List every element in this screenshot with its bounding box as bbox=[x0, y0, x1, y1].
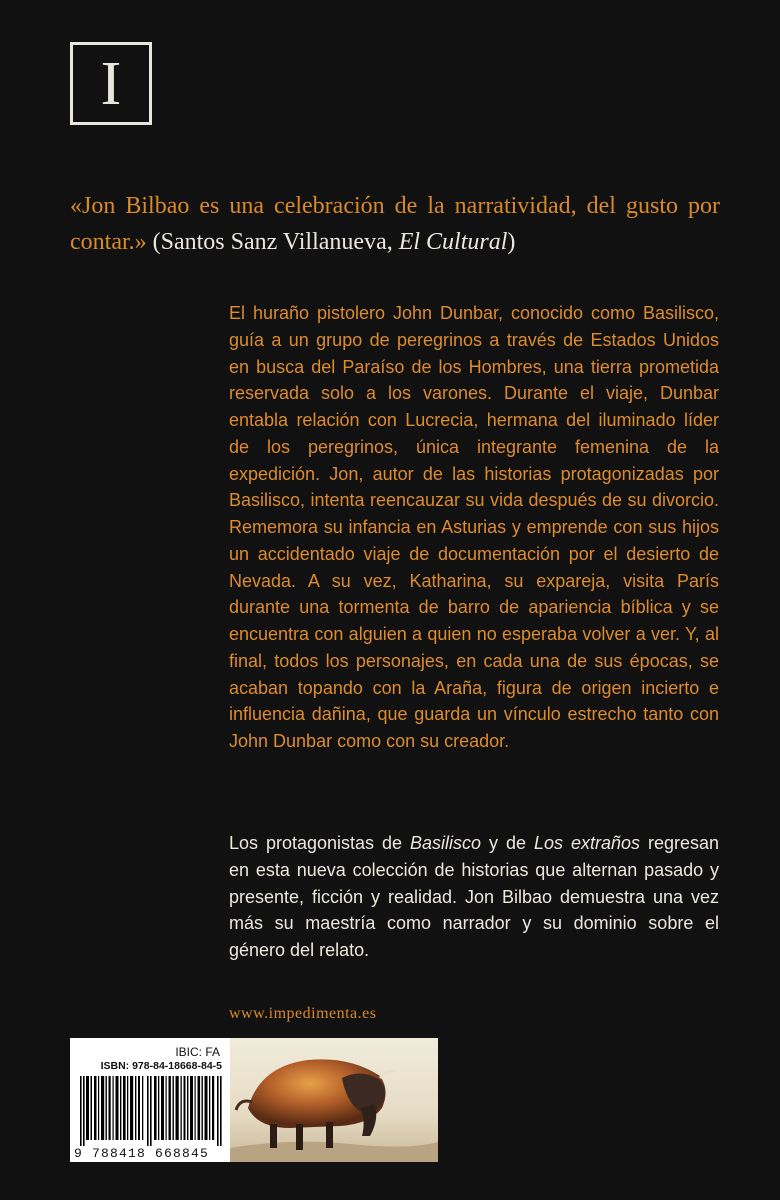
barcode-bars bbox=[80, 1076, 222, 1146]
closing-part1: Los protagonistas de bbox=[229, 833, 411, 853]
synopsis-paragraph: El huraño pistolero John Dunbar, conocido como Basilisco, guía a un grupo de peregrinos a través de Estados Unidos en busca del Paraíso de los Hombres, una tierra prometida reservada solo a los varones. Durante el viaje, Dunbar entabla relación con Lucrecia, hermana del iluminado líder de los peregrinos, única integrante femenina de la expedición. Jon, autor de las historias protagonizadas por Basilisco, intenta reencauzar su vida después de su divorcio. Rememora su infancia en Asturias y emprende con sus hijos un accidentado viaje de documentación por el desierto de Nevada. A su vez, Katharina, su expareja, visita París durante una tormenta de barro de apariencia bíblica y se encuentra con alguien a quien no esperaba volver a ver. Y, al final, todos los personajes, en cada una de sus épocas, se acaban topando con la Araña, figura de origen incierto e influencia dañina, que guarda un vínculo estrecho tanto con John Dunbar como con su creador. bbox=[229, 303, 719, 751]
barcode-number: 9 788418 668845 bbox=[74, 1146, 210, 1161]
barcode-panel bbox=[70, 1038, 438, 1162]
publisher-logo-icon bbox=[70, 42, 152, 125]
closing-part3: regresan en esta nueva colección de historias que alternan pasado y presente, ficción y realidad. Jon Bilbao demuestra una vez más su maestría como narrador y su dominio sobre el género del relato. bbox=[229, 833, 720, 960]
quote-source: El Cultural bbox=[398, 229, 508, 255]
quote-paren-close: ) bbox=[507, 229, 516, 255]
bison-illustration-icon bbox=[230, 1038, 438, 1162]
barcode-area bbox=[70, 1038, 228, 1162]
closing-part2: y de bbox=[481, 833, 534, 853]
quote-attribution bbox=[147, 229, 516, 255]
publisher-website-link[interactable]: www.impedimenta.es bbox=[229, 1005, 377, 1022]
isbn-code: ISBN: 978-84-18668-84-5 bbox=[100, 1060, 222, 1072]
review-quote bbox=[70, 188, 720, 260]
quote-text: «Jon Bilbao es una celebración de la narratividad, del gusto por contar.» bbox=[70, 193, 720, 255]
closing-paragraph bbox=[229, 830, 719, 964]
ibic-code: IBIC: FA bbox=[175, 1045, 220, 1059]
closing-title2: Los extraños bbox=[533, 833, 640, 853]
logo-mark: I bbox=[100, 49, 122, 118]
closing-title1: Basilisco bbox=[410, 833, 482, 853]
quote-paren-open: ( bbox=[146, 229, 161, 255]
quote-author: Santos Sanz Villanueva, bbox=[160, 229, 399, 255]
